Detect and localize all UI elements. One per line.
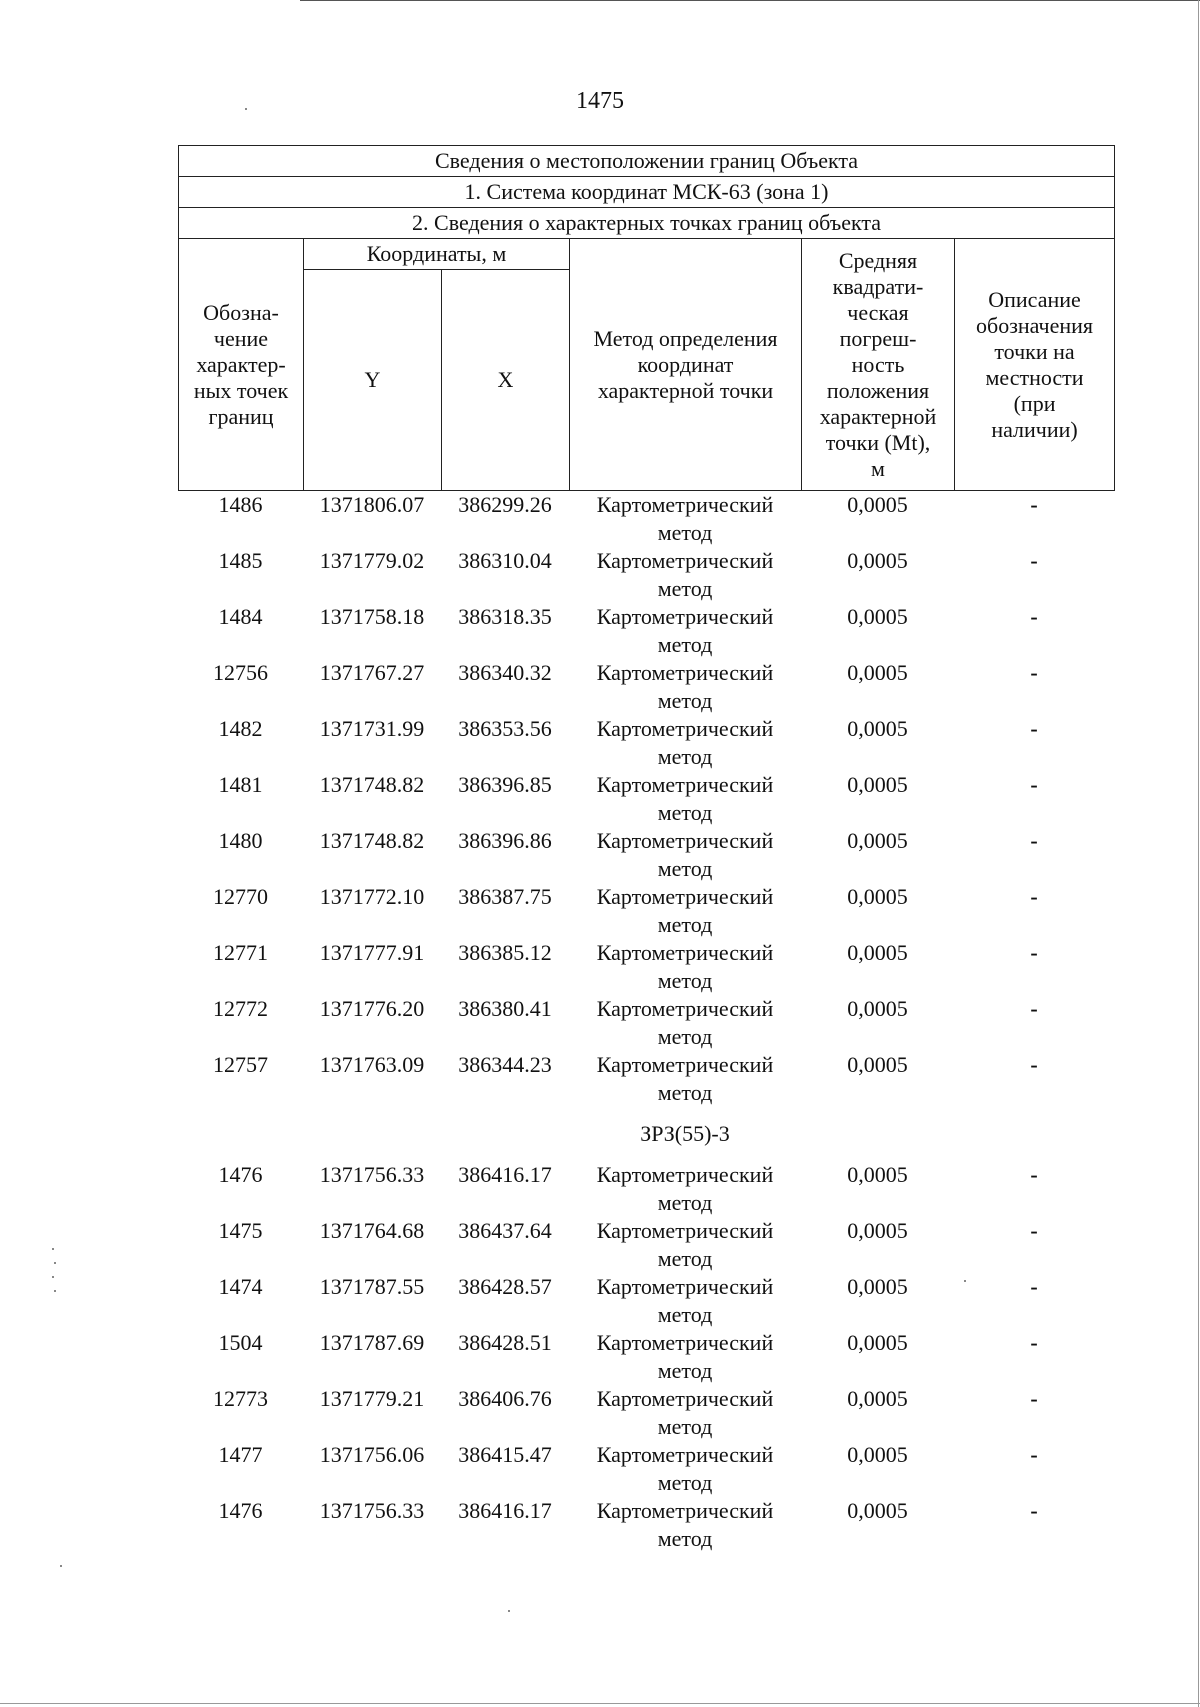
table-row (178, 715, 1114, 771)
error-cell: 0,0005 (847, 940, 908, 965)
method-cell (569, 1161, 801, 1217)
description-cell: - (1030, 828, 1038, 853)
header-y: Y (304, 270, 442, 491)
error-cell: 0,0005 (847, 660, 908, 685)
description-cell: - (1030, 996, 1038, 1021)
method-line-2: метод (657, 968, 713, 993)
method-line-1: Картометрический (596, 1218, 774, 1243)
error-cell: 0,0005 (847, 492, 908, 517)
point-id-cell: 12772 (213, 996, 268, 1021)
method-line-1: Картометрический (596, 1442, 774, 1467)
method-line-2: метод (657, 632, 713, 657)
coord-x-cell: 386385.12 (458, 940, 552, 965)
scan-right-edge (1198, 0, 1199, 1707)
error-cell: 0,0005 (847, 884, 908, 909)
error-cell: 0,0005 (847, 604, 908, 629)
coord-y-cell: 1371756.06 (319, 1442, 425, 1467)
method-cell (569, 1217, 801, 1273)
point-id-cell: 12770 (213, 884, 268, 909)
table-row (178, 547, 1114, 603)
point-id-cell: 12757 (213, 1052, 268, 1077)
table-title: Сведения о местоположении границ Объекта (179, 146, 1115, 177)
header-description: Описание обозначения точки на местности (при наличии) (955, 239, 1115, 491)
description-cell: - (1030, 660, 1038, 685)
table-row (178, 491, 1114, 547)
table-row (178, 771, 1114, 827)
point-id-cell: 1481 (218, 772, 263, 797)
method-line-2: метод (657, 1080, 713, 1105)
method-cell (569, 1051, 801, 1107)
error-cell: 0,0005 (847, 1498, 908, 1523)
error-cell: 0,0005 (847, 1330, 908, 1355)
method-line-1: Картометрический (596, 1274, 774, 1299)
method-line-1: Картометрический (596, 828, 774, 853)
method-cell (569, 939, 801, 995)
method-line-2: метод (657, 1246, 713, 1271)
method-line-2: метод (657, 800, 713, 825)
error-cell: 0,0005 (847, 548, 908, 573)
point-id-cell: 1476 (218, 1162, 263, 1187)
table-header (178, 145, 1115, 491)
table-row (178, 1441, 1114, 1497)
method-line-2: метод (657, 856, 713, 881)
method-cell (569, 827, 801, 883)
table-row (178, 659, 1114, 715)
table-row (178, 1329, 1114, 1385)
coord-x-cell: 386380.41 (458, 996, 552, 1021)
scan-speck (54, 1290, 56, 1292)
coord-y-cell: 1371777.91 (319, 940, 425, 965)
scan-speck (54, 1262, 56, 1264)
method-line-1: Картометрический (596, 1330, 774, 1355)
coord-x-cell: 386416.17 (458, 1498, 552, 1523)
table-row (178, 1497, 1114, 1553)
description-cell: - (1030, 1498, 1038, 1523)
table-row (178, 1161, 1114, 1217)
boundary-points-table (178, 145, 1114, 1553)
point-id-cell: 1480 (218, 828, 263, 853)
table-row (178, 1273, 1114, 1329)
coord-y-cell: 1371806.07 (319, 492, 425, 517)
coord-y-cell: 1371779.21 (319, 1386, 425, 1411)
error-cell: 0,0005 (847, 1274, 908, 1299)
scan-speck (52, 1276, 54, 1278)
coord-y-cell: 1371748.82 (319, 772, 425, 797)
coord-x-cell: 386428.51 (458, 1330, 552, 1355)
header-x: X (442, 270, 570, 491)
coord-y-cell: 1371764.68 (319, 1218, 425, 1243)
method-line-1: Картометрический (596, 996, 774, 1021)
method-cell (569, 715, 801, 771)
method-line-1: Картометрический (596, 1162, 774, 1187)
error-cell: 0,0005 (847, 1386, 908, 1411)
method-line-1: Картометрический (596, 548, 774, 573)
coord-y-cell: 1371772.10 (319, 884, 425, 909)
table-row (178, 603, 1114, 659)
method-line-2: метод (657, 688, 713, 713)
coord-y-cell: 1371787.69 (319, 1330, 425, 1355)
error-cell: 0,0005 (847, 1052, 908, 1077)
point-id-cell: 1482 (218, 716, 263, 741)
method-line-2: метод (657, 1024, 713, 1049)
error-cell: 0,0005 (847, 1162, 908, 1187)
coord-y-cell: 1371756.33 (319, 1498, 425, 1523)
scan-top-edge (300, 0, 1200, 1)
description-cell: - (1030, 1218, 1038, 1243)
coord-x-cell: 386310.04 (458, 548, 552, 573)
point-id-cell: 1484 (218, 604, 263, 629)
method-line-1: Картометрический (596, 492, 774, 517)
method-line-2: метод (657, 1526, 713, 1551)
description-cell: - (1030, 940, 1038, 965)
description-cell: - (1030, 1274, 1038, 1299)
coord-x-cell: 386406.76 (458, 1386, 552, 1411)
description-cell: - (1030, 884, 1038, 909)
point-id-cell: 1485 (218, 548, 263, 573)
method-line-2: метод (657, 1190, 713, 1215)
coord-x-cell: 386415.47 (458, 1442, 552, 1467)
point-id-cell: 1476 (218, 1498, 263, 1523)
method-line-2: метод (657, 1358, 713, 1383)
coordinate-system: 1. Система координат МСК-63 (зона 1) (179, 177, 1115, 208)
table-row (178, 939, 1114, 995)
error-cell: 0,0005 (847, 1442, 908, 1467)
description-cell: - (1030, 1386, 1038, 1411)
method-cell (569, 491, 801, 547)
description-cell: - (1030, 604, 1038, 629)
coord-x-cell: 386396.86 (458, 828, 552, 853)
coord-x-cell: 386437.64 (458, 1218, 552, 1243)
header-coordinates: Координаты, м (304, 239, 570, 270)
description-cell: - (1030, 1330, 1038, 1355)
description-cell: - (1030, 1162, 1038, 1187)
point-id-cell: 1504 (218, 1330, 263, 1355)
coord-x-cell: 386344.23 (458, 1052, 552, 1077)
coord-x-cell: 386353.56 (458, 716, 552, 741)
point-id-cell: 1474 (218, 1274, 263, 1299)
method-cell (569, 883, 801, 939)
method-line-2: метод (657, 520, 713, 545)
coord-x-cell: 386340.32 (458, 660, 552, 685)
table-body (178, 491, 1114, 1553)
method-line-2: метод (657, 912, 713, 937)
table-row (178, 1051, 1114, 1107)
coord-y-cell: 1371767.27 (319, 660, 425, 685)
method-line-1: Картометрический (596, 660, 774, 685)
coord-y-cell: 1371748.82 (319, 828, 425, 853)
method-cell (569, 659, 801, 715)
point-id-cell: 1486 (218, 492, 263, 517)
method-line-2: метод (657, 1414, 713, 1439)
coord-x-cell: 386428.57 (458, 1274, 552, 1299)
header-error: Средняя квадрати- ческая погреш- ность положения характерной точки (Mt), м (802, 239, 955, 491)
table-row (178, 1385, 1114, 1441)
point-id-cell: 12756 (213, 660, 268, 685)
scan-speck (60, 1565, 62, 1567)
description-cell: - (1030, 772, 1038, 797)
coord-x-cell: 386416.17 (458, 1162, 552, 1187)
description-cell: - (1030, 1442, 1038, 1467)
method-cell (569, 1329, 801, 1385)
header-method: Метод определения координат характерной точки (570, 239, 802, 491)
method-line-2: метод (657, 576, 713, 601)
error-cell: 0,0005 (847, 996, 908, 1021)
method-cell (569, 547, 801, 603)
method-line-1: Картометрический (596, 716, 774, 741)
error-cell: 0,0005 (847, 1218, 908, 1243)
table-row (178, 1217, 1114, 1273)
scan-speck (52, 1248, 54, 1250)
coord-x-cell: 386299.26 (458, 492, 552, 517)
method-cell (569, 1273, 801, 1329)
coord-y-cell: 1371731.99 (319, 716, 425, 741)
method-line-2: метод (657, 744, 713, 769)
scan-speck (508, 1610, 510, 1612)
method-cell (569, 1441, 801, 1497)
method-line-2: метод (657, 1302, 713, 1327)
header-designation: Обозна- чение характер- ных точек границ (179, 239, 304, 491)
point-id-cell: 1477 (218, 1442, 263, 1467)
method-line-1: Картометрический (596, 772, 774, 797)
method-cell (569, 1497, 801, 1553)
method-cell (569, 771, 801, 827)
table-row (178, 883, 1114, 939)
coord-y-cell: 1371779.02 (319, 548, 425, 573)
method-line-1: Картометрический (596, 604, 774, 629)
coord-x-cell: 386318.35 (458, 604, 552, 629)
description-cell: - (1030, 492, 1038, 517)
method-line-2: метод (657, 1470, 713, 1495)
method-line-1: Картометрический (596, 884, 774, 909)
coord-x-cell: 386396.85 (458, 772, 552, 797)
description-cell: - (1030, 716, 1038, 741)
method-cell (569, 603, 801, 659)
coord-y-cell: 1371763.09 (319, 1052, 425, 1077)
coord-x-cell: 386387.75 (458, 884, 552, 909)
table-row (178, 827, 1114, 883)
table-row (178, 995, 1114, 1051)
page-number: 1475 (576, 88, 624, 114)
error-cell: 0,0005 (847, 772, 908, 797)
error-cell: 0,0005 (847, 716, 908, 741)
point-id-cell: 12771 (213, 940, 268, 965)
method-line-1: Картометрический (596, 940, 774, 965)
coord-y-cell: 1371787.55 (319, 1274, 425, 1299)
scan-bottom-edge (0, 1703, 1200, 1704)
description-cell: - (1030, 548, 1038, 573)
method-line-1: Картометрический (596, 1386, 774, 1411)
method-cell (569, 995, 801, 1051)
point-id-cell: 1475 (218, 1218, 263, 1243)
coord-y-cell: 1371756.33 (319, 1162, 425, 1187)
coord-y-cell: 1371758.18 (319, 604, 425, 629)
method-cell (569, 1385, 801, 1441)
error-cell: 0,0005 (847, 828, 908, 853)
method-line-1: Картометрический (596, 1498, 774, 1523)
method-line-1: Картометрический (596, 1052, 774, 1077)
points-title: 2. Сведения о характерных точках границ объекта (179, 208, 1115, 239)
coord-y-cell: 1371776.20 (319, 996, 425, 1021)
point-id-cell: 12773 (213, 1386, 268, 1411)
description-cell: - (1030, 1052, 1038, 1077)
section-label: ЗРЗ(55)-3 (640, 1121, 730, 1146)
